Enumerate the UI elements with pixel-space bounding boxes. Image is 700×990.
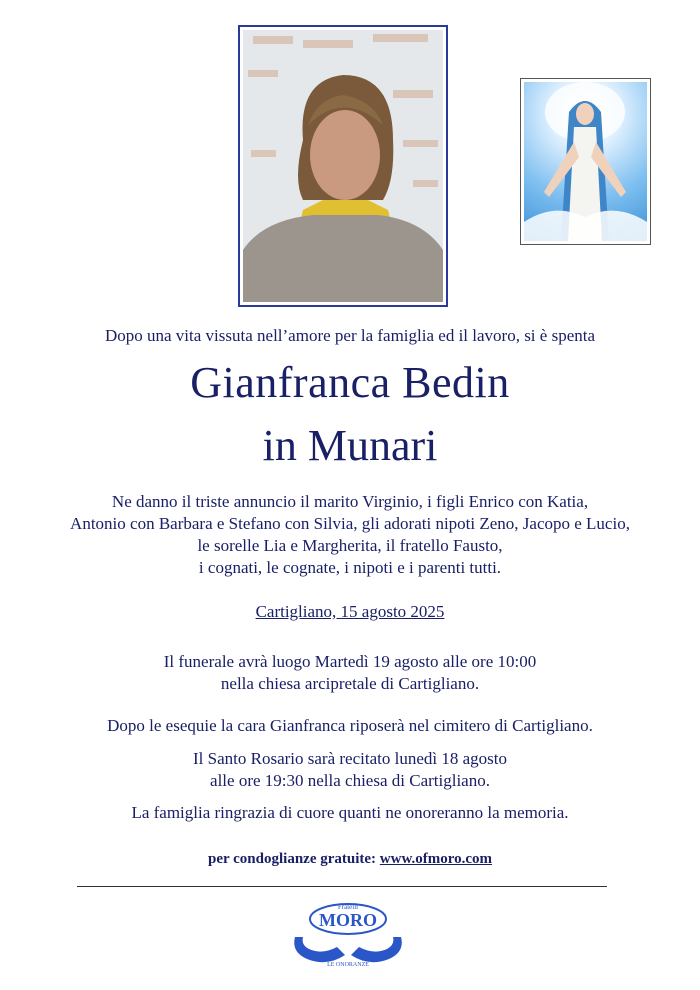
- funeral-line: Il funerale avrà luogo Martedì 19 agosto alle ore 10:00: [163, 652, 537, 671]
- logo-name-text: MORO: [319, 910, 377, 930]
- condolences-label: per condoglianze gratuite:: [208, 851, 377, 867]
- intro-text: Dopo una vita vissuta nell’amore per la famiglia ed il lavoro, si è spenta: [104, 326, 596, 345]
- rosary-info: [0, 748, 700, 792]
- rosary-line: Il Santo Rosario sarà recitato lunedì 18 agosto: [193, 749, 507, 768]
- burial-info: Dopo le esequie la cara Gianfranca riposerà nel cimitero di Cartigliano.: [107, 716, 593, 735]
- announcement-paragraph: [0, 491, 700, 579]
- announcement-line: Antonio con Barbara e Stefano con Silvia, gli adorati nipoti Zeno, Jacopo e Lucio,: [70, 514, 630, 533]
- condolences-link[interactable]: www.ofmoro.com: [379, 851, 492, 867]
- fratelli-moro-logo: [287, 897, 409, 969]
- logo-top-text: Fratelli: [337, 903, 359, 911]
- announcement-line: le sorelle Lia e Margherita, il fratello Fausto,: [197, 536, 503, 555]
- madonna-image-frame: [520, 78, 651, 245]
- deceased-portrait: [243, 30, 443, 302]
- madonna-image: [524, 82, 647, 241]
- place-date: [0, 602, 700, 622]
- condolences-line: [0, 851, 700, 868]
- funeral-info: [0, 651, 700, 695]
- funeral-line: nella chiesa arcipretale di Cartigliano.: [220, 674, 480, 693]
- rosary-line: alle ore 19:30 nella chiesa di Cartigliano.: [210, 771, 490, 790]
- divider-line: [77, 886, 607, 887]
- logo-bottom-text: LE ONORANZE: [327, 962, 369, 968]
- deceased-name: Gianfranca Bedin: [190, 358, 510, 407]
- announcement-line: Ne danno il triste annuncio il marito Virginio, i figli Enrico con Katia,: [111, 492, 589, 511]
- announcement-line: i cognati, le cognate, i nipoti e i parenti tutti.: [198, 558, 502, 577]
- thanks-text: La famiglia ringrazia di cuore quanti ne onoreranno la memoria.: [131, 803, 569, 822]
- place-date-text: Cartigliano, 15 agosto 2025: [255, 602, 445, 621]
- deceased-portrait-frame: [238, 25, 448, 307]
- deceased-married-name: in Munari: [262, 421, 438, 470]
